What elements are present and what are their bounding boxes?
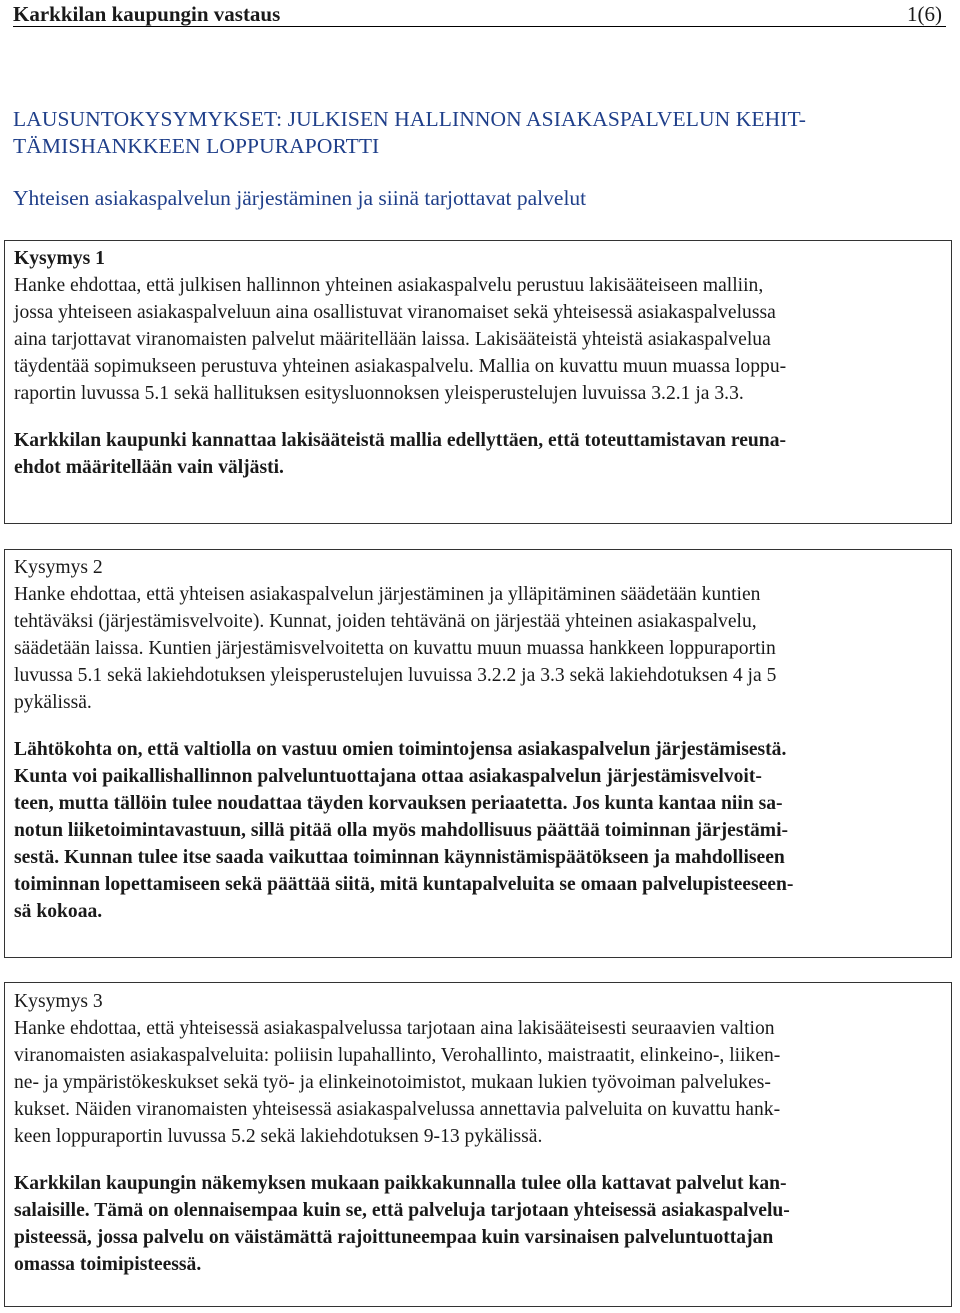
question-text-line: luvussa 5.1 sekä lakiehdotuksen yleisperustelujen luvuissa 3.2.2 ja 3.3 sekä lakiehdotuksen 4 ja 5	[14, 665, 777, 686]
answer-line: Kunta voi paikallishallinnon palveluntuottajana ottaa asiakaspalvelun järjestämisvelvoit-	[14, 766, 762, 787]
answer-line: salaisille. Tämä on olennaisempaa kuin se, että palveluja tarjotaan yhteisessä asiakaspalvelu-	[14, 1200, 790, 1221]
question-text-line: jossa yhteiseen asiakaspalveluun aina osallistuvat viranomaiset sekä yhteisessä asiakaspalvelussa	[14, 302, 776, 323]
answer-line: Lähtökohta on, että valtiolla on vastuu omien toimintojensa asiakaspalvelun järjestämisestä.	[14, 739, 787, 760]
question-text-line: keen loppuraportin luvussa 5.2 sekä lakiehdotuksen 9-13 pykälissä.	[14, 1126, 543, 1147]
question-text-line: raportin luvussa 5.1 sekä hallituksen esitysluonnoksen yleisperustelujen luvuissa 3.2.1 ja 3.3.	[14, 383, 744, 404]
answer	[14, 736, 939, 925]
page-header	[13, 0, 946, 27]
document-title-line: TÄMISHANKKEEN LOPPURAPORTTI	[13, 134, 380, 158]
question-box-2	[4, 549, 952, 958]
question-text-line: Hanke ehdottaa, että yhteisen asiakaspalvelun järjestäminen ja ylläpitäminen säädetään kuntien	[14, 584, 761, 605]
document-title-line: LAUSUNTOKYSYMYKSET: JULKISEN HALLINNON ASIAKASPALVELUN KEHIT-	[13, 107, 806, 131]
answer-line: omassa toimipisteessä.	[14, 1254, 202, 1275]
question-text-line: Hanke ehdottaa, että yhteisessä asiakaspalvelussa tarjotaan aina lakisääteisesti seuraavien valtion	[14, 1018, 775, 1039]
document-subtitle: Yhteisen asiakaspalvelun järjestäminen ja siinä tarjottavat palvelut	[13, 186, 587, 210]
question-label: Kysymys 3	[14, 991, 103, 1012]
question-label: Kysymys 1	[14, 248, 105, 269]
question-text-line: Hanke ehdottaa, että julkisen hallinnon yhteinen asiakaspalvelu perustuu lakisääteiseen malliin,	[14, 275, 764, 296]
answer	[14, 427, 939, 481]
answer-line: pisteessä, jossa palvelu on väistämättä rajoittuneempaa kuin varsinaisen palveluntuottajan	[14, 1227, 774, 1248]
answer-line: sestä. Kunnan tulee itse saada vaikuttaa toiminnan käynnistämispäätökseen ja mahdolliseen	[14, 847, 785, 868]
answer-line: Karkkilan kaupungin näkemyksen mukaan paikkakunnalla tulee olla kattavat palvelut kan-	[14, 1173, 787, 1194]
question-box-3	[4, 982, 952, 1307]
question-label: Kysymys 2	[14, 557, 103, 578]
question-text-line: kukset. Näiden viranomaisten yhteisessä asiakaspalvelussa annettavia palveluita on kuvattu hank-	[14, 1099, 781, 1120]
answer-line: sä kokoaa.	[14, 901, 103, 922]
answer-line: ehdot määritellään vain väljästi.	[14, 457, 284, 478]
question-text-line: pykälissä.	[14, 692, 92, 713]
document-title	[13, 106, 943, 160]
question-text-line: ne- ja ympäristökeskukset sekä työ- ja elinkeinotoimistot, mukaan lukien työvoiman palvelukes-	[14, 1072, 771, 1093]
question-text-line: säädetään laissa. Kuntien järjestämisvelvoitetta on kuvattu muun muassa hankkeen loppuraportin	[14, 638, 776, 659]
question-text-line: täydentää sopimukseen perustuva yhteinen asiakaspalvelu. Mallia on kuvattu muun muassa loppu-	[14, 356, 787, 377]
page-number: 1(6)	[907, 2, 942, 26]
header-title: Karkkilan kaupungin vastaus	[13, 2, 281, 26]
answer-line: Karkkilan kaupunki kannattaa lakisääteistä mallia edellyttäen, että toteuttamistavan reuna-	[14, 430, 787, 451]
answer	[14, 1170, 939, 1278]
question-text-line: viranomaisten asiakaspalveluita: poliisin lupahallinto, Verohallinto, maistraatit, elinkeino-, liiken-	[14, 1045, 781, 1066]
question-text-line: tehtäväksi (järjestämisvelvoite). Kunnat, joiden tehtävänä on järjestää yhteinen asiakaspalvelu,	[14, 611, 757, 632]
question-box-1	[4, 240, 952, 524]
answer-line: teen, mutta tällöin tulee noudattaa täyden korvauksen periaatetta. Jos kunta kantaa niin sa-	[14, 793, 783, 814]
question-text-line: aina tarjottavat viranomaisten palvelut määritellään laissa. Lakisääteistä yhteistä asiakaspalvelua	[14, 329, 771, 350]
answer-line: toiminnan lopettamiseen sekä päättää siitä, mitä kuntapalveluita se omaan palvelupisteeseen-	[14, 874, 794, 895]
answer-line: notun liiketoimintavastuun, sillä pitää olla myös mahdollisuus päättää toiminnan järjestämi-	[14, 820, 789, 841]
